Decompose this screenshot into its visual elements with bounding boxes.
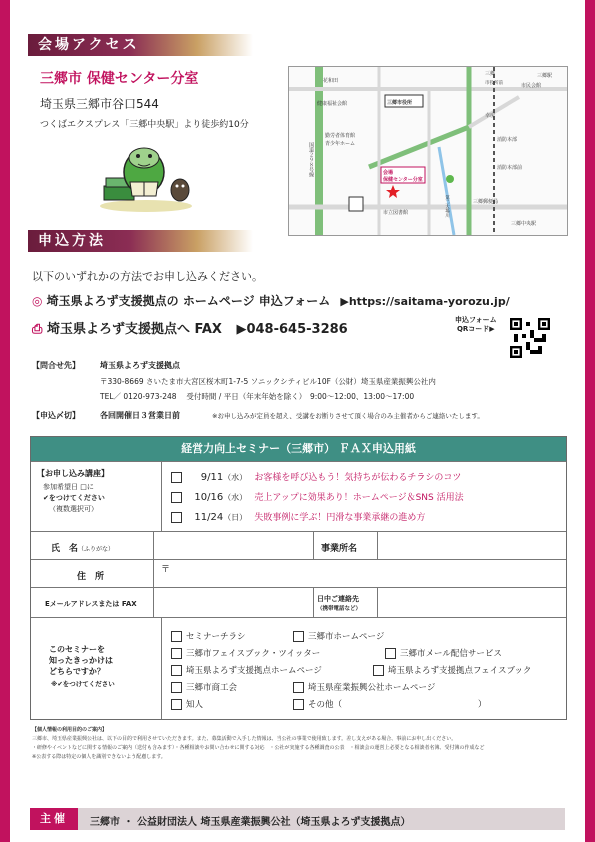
apply-heading: 申込方法 bbox=[28, 230, 253, 252]
venue-name: 三郷市 保健センター分室 bbox=[40, 71, 199, 87]
email-label: Eメールアドレスまたは FAX bbox=[45, 600, 137, 608]
privacy-title: 【個人情報の利用目的のご案内】 bbox=[32, 727, 108, 733]
source-option[interactable]: 三郷市フェイスブック・ツイッター bbox=[171, 647, 320, 659]
source-label1: このセミナーを bbox=[49, 645, 105, 654]
deadline-note: ※お申し込みが定員を超え、受講をお断りさせて頂く場合のみ主催者からご連絡いたします。 bbox=[212, 412, 484, 420]
course-hint2: ✔をつけてください bbox=[43, 494, 105, 502]
map-label-river: 第二大場川 bbox=[444, 195, 450, 218]
form-title: 経営力向上セミナー（三郷市） ＦＡＸ申込用紙 bbox=[31, 437, 566, 461]
contact-tel: TEL／ 0120-973-248 受付時間 / 平日（年末年始を除く） 9:00～12:00、13:00～17:00 bbox=[100, 392, 415, 401]
map-label-misato: 三郷 bbox=[485, 71, 496, 77]
source-option[interactable]: 埼玉県よろず支援拠点フェイスブック bbox=[373, 664, 531, 676]
venue-directions: つくばエクスプレス「三郷中央駅」より徒歩約10分 bbox=[40, 120, 249, 130]
source-option[interactable]: 埼玉県産業振興公社ホームページ bbox=[293, 681, 435, 693]
map-label-venue2: 保健センター分室 bbox=[383, 177, 423, 183]
course-hint1: 参加希望日 □に bbox=[43, 483, 94, 491]
address-row bbox=[31, 559, 566, 588]
source-option[interactable]: 知人 bbox=[171, 698, 203, 710]
organizer-tag: 主催 bbox=[30, 808, 78, 830]
privacy-line2: ・研修やイベントなどに関する情報のご案内（送付も含みます）・各種相談やお問い合わせに関する対応 ・公社が実施する各種調査の公表 ・相談会の運営上必要となる相談者名簿、受付簿の作成など bbox=[32, 745, 485, 751]
fax-apply-label: 埼玉県よろず支援拠点へ FAX bbox=[46, 322, 222, 337]
organizer-footer bbox=[30, 808, 565, 830]
map-label-road: 国道２９８号線 bbox=[308, 142, 314, 177]
privacy-notice bbox=[32, 726, 567, 762]
checkbox[interactable] bbox=[171, 512, 182, 523]
source-label2: 知ったきっかけは bbox=[49, 656, 113, 665]
map-label-kakakuyo: 花和田 bbox=[323, 78, 339, 84]
company-label: 事業所名 bbox=[321, 544, 358, 554]
fax-form bbox=[30, 436, 567, 720]
map-label-toshokan: 市立図書館 bbox=[383, 210, 409, 216]
course-row bbox=[31, 461, 566, 532]
fax-icon: ⎙ bbox=[32, 322, 43, 337]
source-option[interactable]: 三郷市メール配信サービス bbox=[385, 647, 502, 659]
email-row bbox=[31, 587, 566, 618]
apply-intro: 以下のいずれかの方法でお申し込みください。 bbox=[32, 270, 263, 283]
map-label-seishonen: 青少年ホーム bbox=[325, 141, 356, 147]
map-label-shiyakusho: 三郷市役所 bbox=[387, 100, 413, 106]
qr-caption: 申込フォーム QRコード▶ bbox=[455, 316, 497, 333]
name-input[interactable] bbox=[155, 534, 311, 558]
source-option[interactable]: 三郷市ホームページ bbox=[293, 630, 384, 642]
course-option-2[interactable]: 10/16（水） 売上アップに効果あり！ホームページ＆SNS 活用法 bbox=[171, 490, 464, 503]
map-label-chuo: 三郷中央駅 bbox=[511, 221, 537, 227]
source-option[interactable]: 埼玉県よろず支援拠点ホームページ bbox=[171, 664, 322, 676]
contact-label: 【問合せ先】 bbox=[32, 361, 80, 370]
postal-mark: 〒 bbox=[161, 565, 171, 575]
map-label-yubin: 三郷郵便局 bbox=[473, 199, 499, 205]
deadline-label: 【申込〆切】 bbox=[32, 411, 80, 420]
map-label-kinrosha: 勤労者体育館 bbox=[325, 133, 356, 139]
course-hint3: （複数選択可） bbox=[49, 505, 98, 513]
fax-apply-row bbox=[32, 318, 348, 337]
deadline: 各回開催日３営業日前 bbox=[100, 411, 180, 420]
map-label-shobo: 消防本部 bbox=[497, 137, 518, 143]
daytime-input[interactable] bbox=[379, 590, 563, 616]
company-input[interactable] bbox=[379, 534, 563, 558]
name-label: 氏 名（ふりがな） bbox=[51, 544, 115, 554]
name-row bbox=[31, 531, 566, 560]
contact-address: 〒330-8669 さいたま市大宮区桜木町1-7-5 ソニックシティビル10F（公財）埼玉県産業振興公社内 bbox=[100, 377, 436, 386]
map-label-hospital: 市役所前 bbox=[485, 81, 503, 86]
globe-icon: ◎ bbox=[32, 294, 43, 308]
course-option-1[interactable]: 9/11（水） お客様を呼び込もう！気持ちが伝わるチラシのコツ bbox=[171, 470, 461, 483]
qr-code[interactable] bbox=[510, 318, 550, 358]
email-input[interactable] bbox=[155, 590, 311, 616]
map-label-fukushi: 健康福祉会館 bbox=[317, 101, 348, 107]
address-label: 住 所 bbox=[77, 572, 105, 582]
mascot-illustration bbox=[98, 134, 200, 214]
source-label3: どちらですか？ bbox=[49, 667, 105, 676]
contact-org: 埼玉県よろず支援拠点 bbox=[100, 361, 180, 370]
map-label-shiminkaikan: 市民会館 bbox=[521, 83, 542, 89]
map-label-misato-eki: 三郷駅 bbox=[537, 73, 553, 79]
privacy-line1: 三郷市、埼玉県産業振興公社は、以下の目的で利用させていただきます。また、募集活動で入手した情報は、当公社の事業で使用致します。差し支えがある場合、事前にお申し出ください。 bbox=[32, 736, 457, 742]
source-row bbox=[31, 617, 566, 719]
daytime-label-sub: （携帯電話など） bbox=[317, 606, 362, 612]
privacy-line3: ※公表する際は特定の個人を識別できないよう配慮します。 bbox=[32, 754, 166, 760]
checkbox[interactable] bbox=[171, 472, 182, 483]
source-option[interactable]: セミナーチラシ bbox=[171, 630, 246, 642]
checkbox[interactable] bbox=[171, 492, 182, 503]
venue-address: 埼玉県三郷市谷口544 bbox=[40, 97, 159, 111]
daytime-label: 日中ご連絡先 bbox=[317, 595, 359, 603]
course-option-3[interactable]: 11/24（日） 失敗事例に学ぶ！円滑な事業承継の進め方 bbox=[171, 510, 425, 523]
source-option[interactable]: 三郷市商工会 bbox=[171, 681, 237, 693]
course-label: 【お申し込み講座】 bbox=[37, 469, 109, 478]
source-label4: ※✔をつけてください bbox=[51, 680, 115, 688]
access-map bbox=[288, 66, 568, 236]
map-label-venue1: 会場 bbox=[383, 170, 394, 176]
map-label-saiya: 幸房 bbox=[485, 113, 496, 119]
web-apply-row[interactable] bbox=[32, 292, 510, 309]
organizer-text: 三郷市 ・ 公益財団法人 埼玉県産業振興公社（埼玉県よろず支援拠点） bbox=[90, 817, 411, 828]
address-input[interactable] bbox=[171, 562, 561, 586]
web-apply-url[interactable]: ▶https://saitama-yorozu.jp/ bbox=[340, 295, 510, 308]
web-apply-label: 埼玉県よろず支援拠点の ホームページ 申込フォーム bbox=[46, 294, 331, 308]
source-option-other[interactable]: その他（ ） bbox=[293, 698, 487, 710]
fax-number: ▶048-645-3286 bbox=[236, 322, 348, 337]
access-heading: 会場アクセス bbox=[28, 34, 253, 56]
map-label-shobo2: 消防本部前 bbox=[497, 165, 523, 171]
